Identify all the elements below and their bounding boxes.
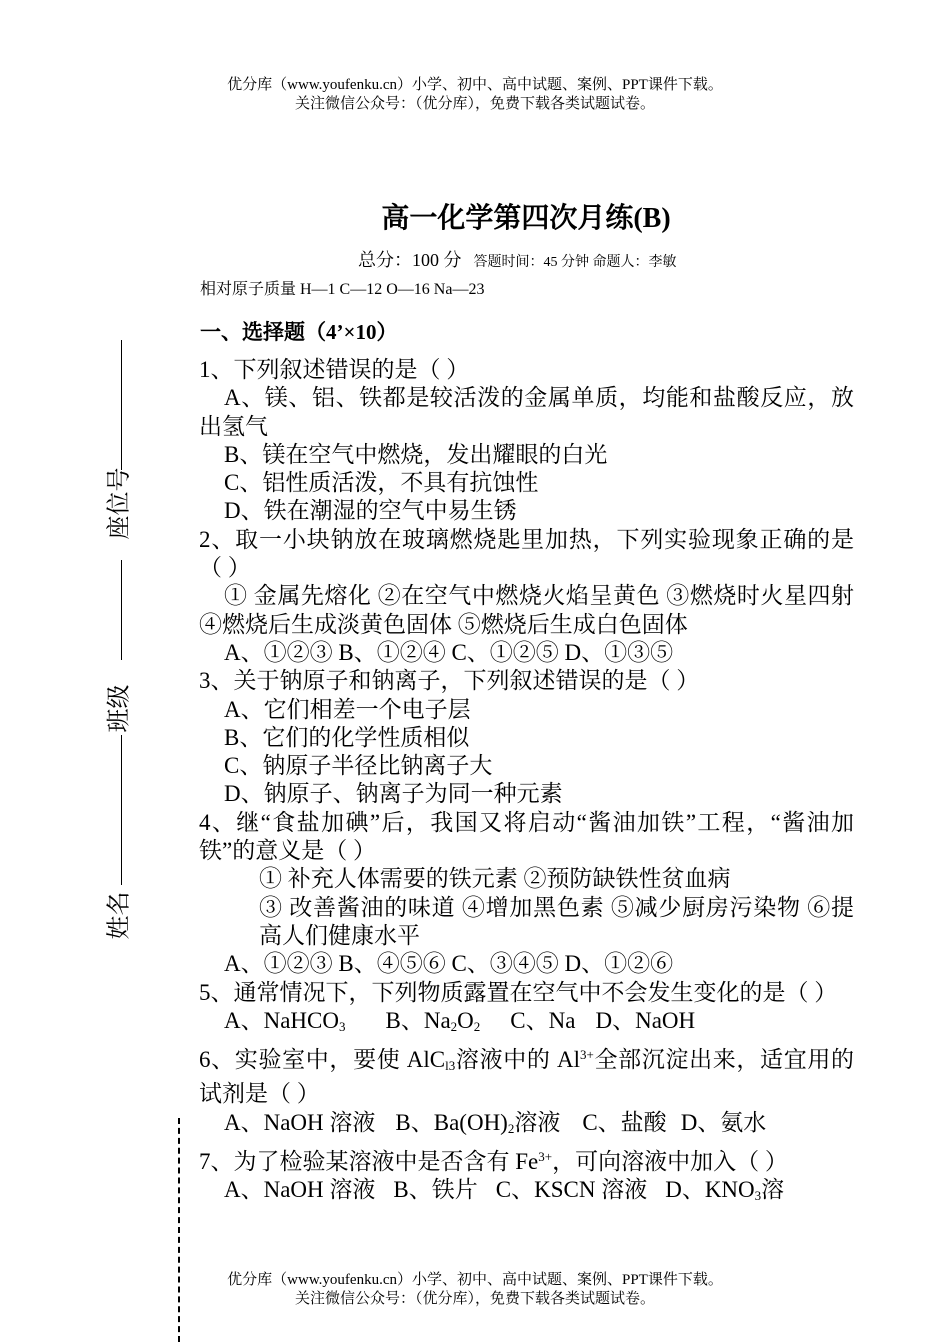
q6-options: A、NaOH 溶液 B、$Ba(OH)_2$溶液 C、盐酸 D、氨水 xyxy=(224,1109,767,1136)
section-heading: 一、选择题（4’×10） xyxy=(200,320,398,344)
q4-options: A、①②③ B、④⑤⑥ C、③④⑤ D、①②⑥ xyxy=(224,951,674,977)
q2-items: ① 金属先熔化 ②在空气中燃烧火焰呈黄色 ③燃烧时火星四射 ④燃烧后生成淡黄色固体 ⑤燃烧后生成白色固体 xyxy=(199,583,854,637)
q5-stem: 5、通常情况下，下列物质露置在空气中不会发生变化的是（ ） xyxy=(199,979,838,1005)
q1-option-d: D、铁在潮湿的空气中易生锈 xyxy=(224,498,517,524)
name-label: 姓名 xyxy=(106,891,133,940)
header-line-2: 关注微信公众号：（优分库），免费下载各类试题试卷。 xyxy=(294,96,655,112)
q4-items-2: ③ 改善酱油的味道 ④增加黑色素 ⑤减少厨房污染物 ⑥提高人们健康水平 xyxy=(259,894,854,948)
q4-items-1: ① 补充人体需要的铁元素 ②预防缺铁性贫血病 xyxy=(259,866,731,892)
exam-meta xyxy=(358,246,677,272)
q2-options: A、①②③ B、①②④ C、①②⑤ D、①③⑤ xyxy=(224,639,674,665)
q1-stem: 1、下列叙述错误的是（ ） xyxy=(199,357,470,382)
name-blank-line xyxy=(121,735,122,885)
atomic-masses: 相对原子质量 H—1 C—12 O—16 Na—23 xyxy=(200,281,485,298)
questions xyxy=(199,356,854,1211)
q3-option-c: C、钠原子半径比钠离子大 xyxy=(224,753,493,779)
q6-stem: 6、实验室中，要使 AlC$_{l3}$溶液中的 $Al^{3+}$全部沉淀出来，适宜用的试剂是（ ） xyxy=(199,1047,855,1107)
exam-title: 高一化学第四次月练(B) xyxy=(381,203,671,234)
class-blank-line xyxy=(121,560,122,660)
page-footer xyxy=(0,1271,950,1309)
q5-options: A、NaHCO$_3$ B、$Na_2O_2$ C、Na D、NaOH xyxy=(224,1007,696,1034)
header-line-1: 优分库（www.youfenku.cn）小学、初中、高中试题、案例、PPT课件下载。 xyxy=(227,77,723,93)
q1-option-a: A、镁、铝、铁都是较活泼的金属单质，均能和盐酸反应，放出氢气 xyxy=(199,385,854,439)
seat-label: 座位号 xyxy=(106,467,133,540)
class-label: 班级 xyxy=(106,684,133,733)
q1-option-c: C、铝性质活泼，不具有抗蚀性 xyxy=(224,470,539,496)
seat-blank-line xyxy=(121,340,122,470)
total-score: 总分：100 分 xyxy=(358,250,462,270)
q7-options: A、NaOH 溶液 B、铁片 C、KSCN 溶液 D、$KNO_3$溶 xyxy=(224,1177,785,1204)
footer-line-2: 关注微信公众号：（优分库），免费下载各类试题试卷。 xyxy=(294,1291,655,1307)
q4-stem: 4、继“食盐加碘”后，我国又将启动“酱油加铁”工程，“酱油加铁”的意义是（ ） xyxy=(199,809,854,864)
q1-option-b: B、镁在空气中燃烧，发出耀眼的白光 xyxy=(224,441,608,467)
page-header xyxy=(0,76,950,114)
q3-option-d: D、钠原子、钠离子为同一种元素 xyxy=(224,781,563,807)
exam-details: 答题时间：45 分钟 命题人：李敏 xyxy=(473,255,677,270)
q3-stem: 3、关于钠原子和钠离子，下列叙述错误的是（ ） xyxy=(199,668,700,694)
footer-line-1: 优分库（www.youfenku.cn）小学、初中、高中试题、案例、PPT课件下载。 xyxy=(227,1272,723,1288)
q3-option-a: A、它们相差一个电子层 xyxy=(224,696,471,722)
q7-stem: 7、为了检验某溶液中是否含有 $Fe^{3+}$，可向溶液中加入（ ） xyxy=(199,1149,788,1175)
q2-stem: 2、取一小块钠放在玻璃燃烧匙里加热，下列实验现象正确的是（ ） xyxy=(199,526,854,581)
q3-option-b: B、它们的化学性质相似 xyxy=(224,724,470,750)
